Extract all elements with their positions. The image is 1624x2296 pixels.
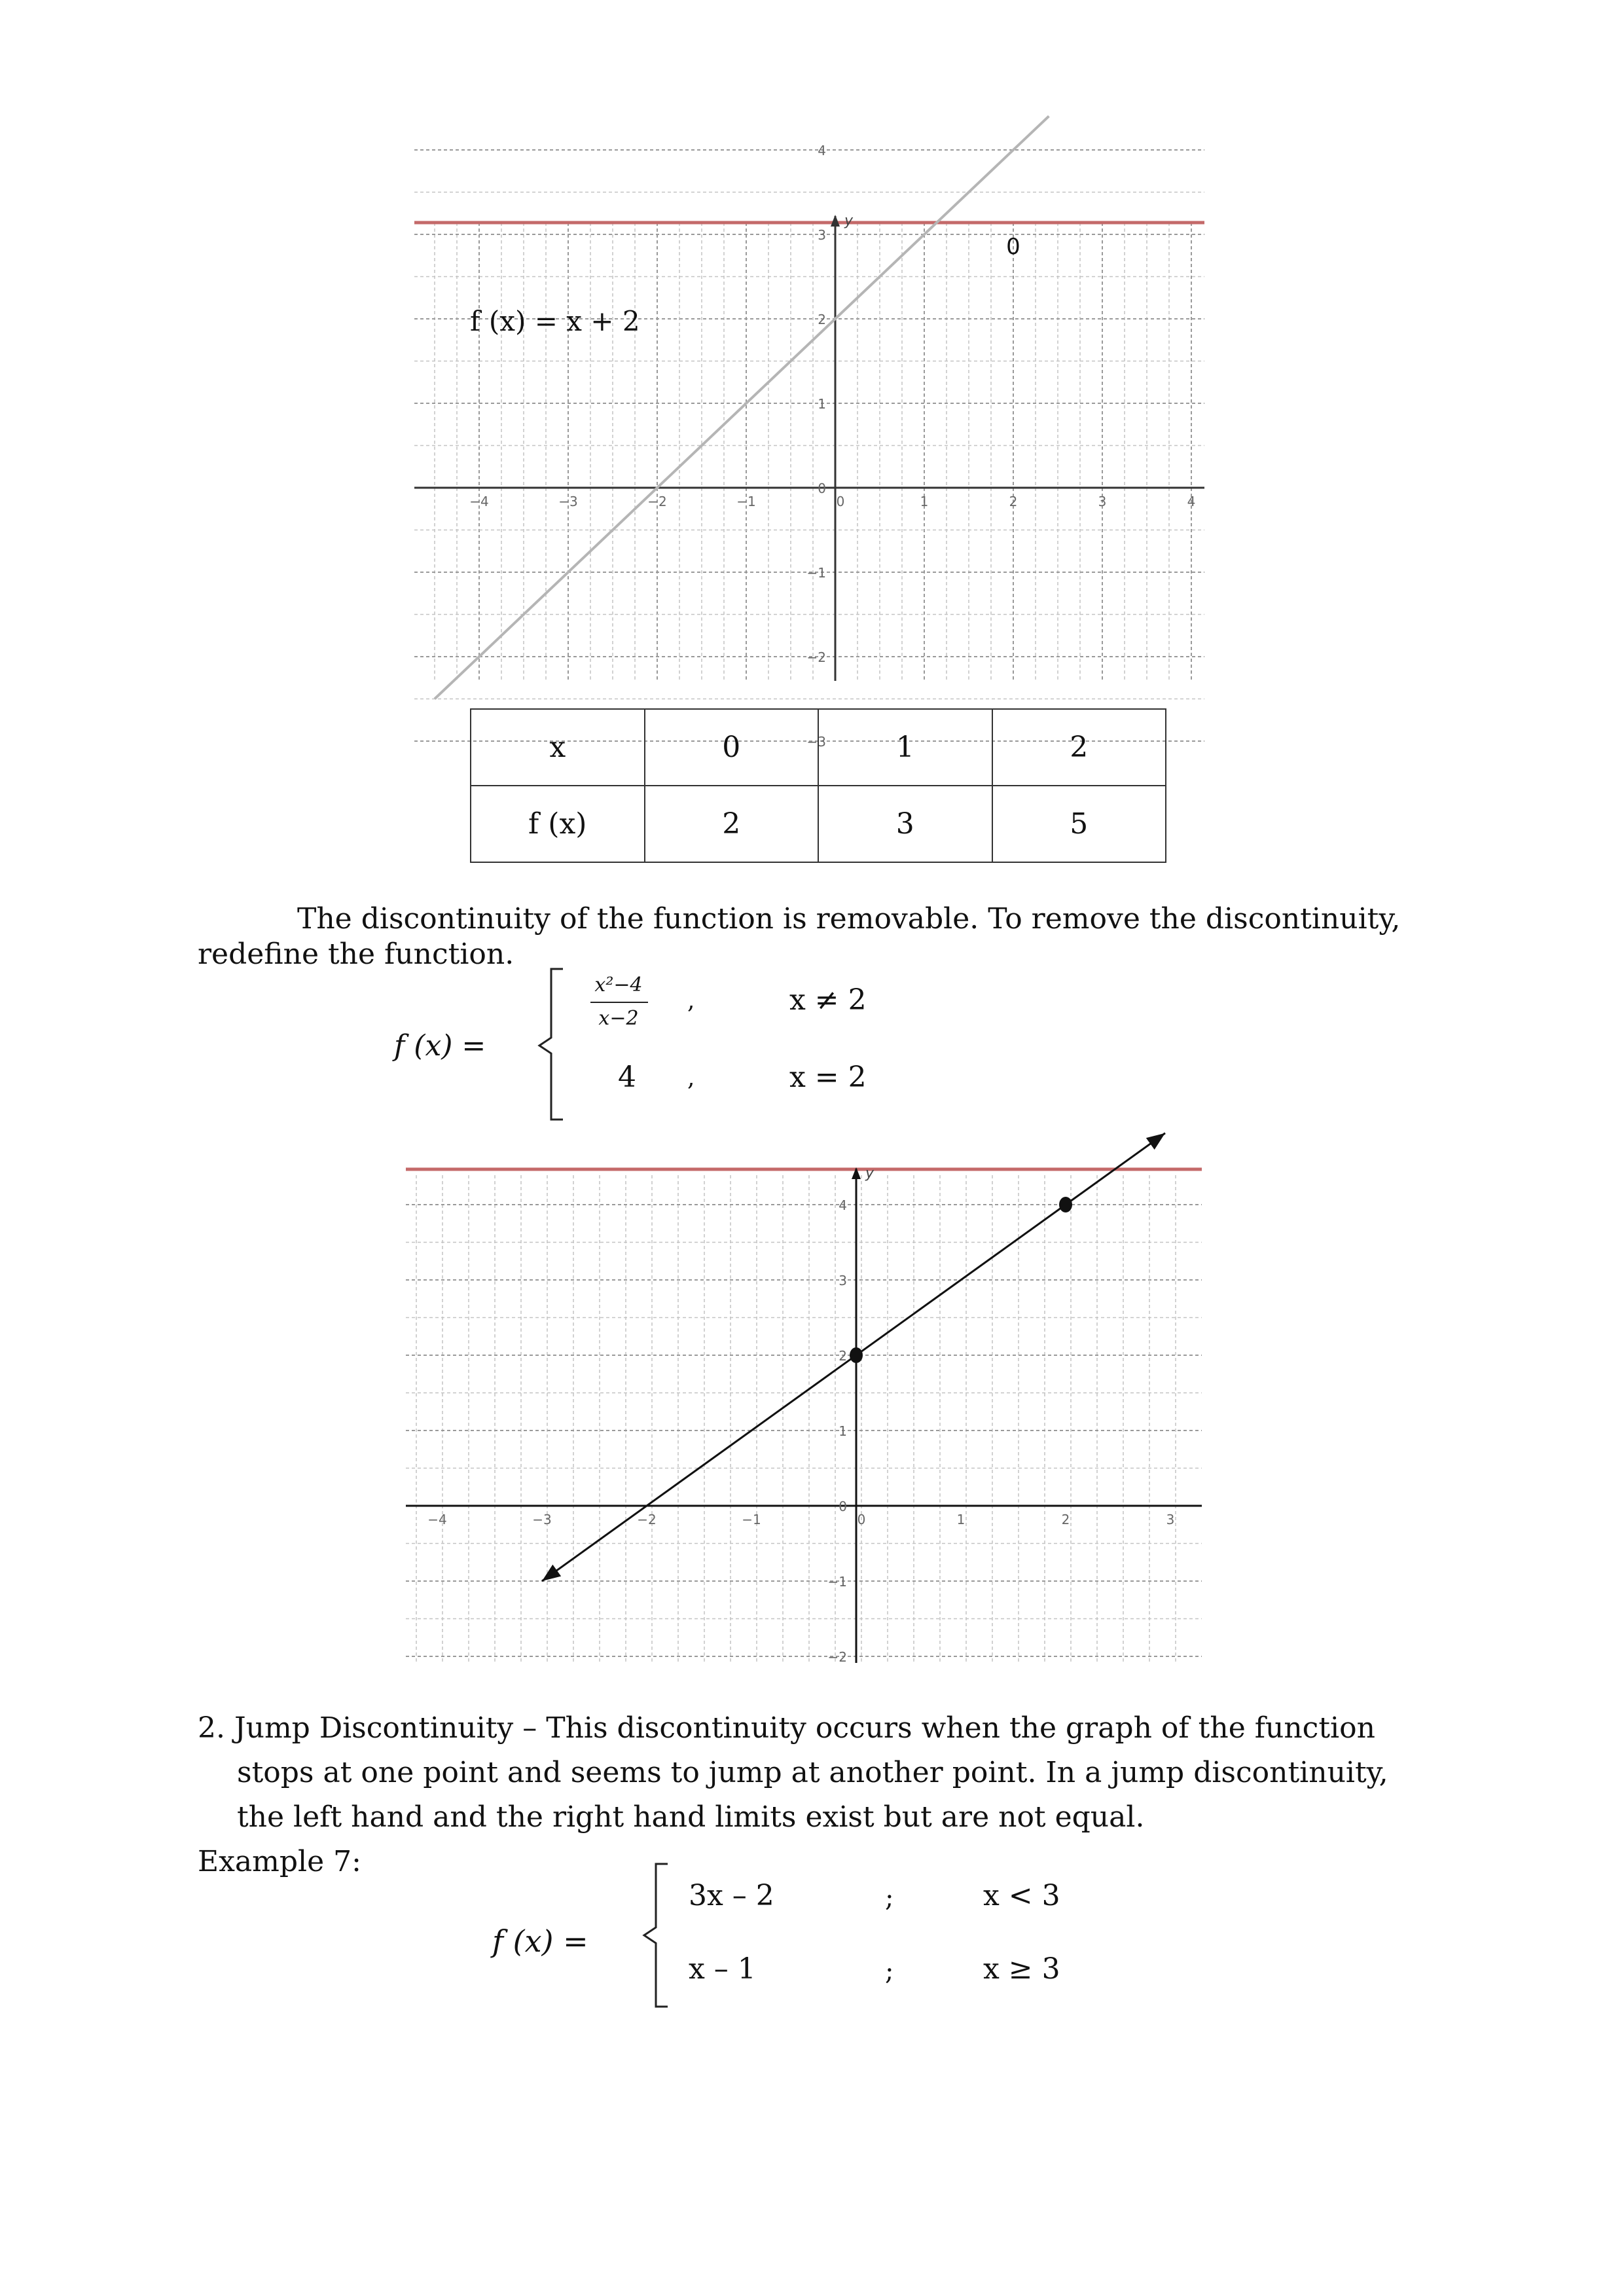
graph-2-marked-point (1059, 1197, 1072, 1212)
y-axis-label: y (865, 1165, 875, 1182)
graph-1-function-line (435, 116, 1049, 699)
jump-paragraph-line-3: the left hand and the right hand limits exist but are not equal. (237, 1800, 1145, 1834)
y-tick-label: 2 (839, 1348, 847, 1364)
x-tick-label: 2 (1009, 494, 1018, 509)
graph-2 (0, 1113, 1624, 1676)
redefined-case2-condition: x = 2 (789, 1061, 867, 1094)
redefined-case1-condition: x ≠ 2 (789, 983, 867, 1017)
y-tick-label: 4 (818, 143, 826, 158)
redefined-case1-denominator: x−2 (598, 1007, 639, 1030)
x-tick-label: 0 (857, 1512, 866, 1527)
x-tick-label: 1 (956, 1512, 965, 1527)
table-cell: f (x) (471, 786, 645, 862)
x-tick-label: −2 (647, 494, 667, 509)
redefined-function-brace (537, 966, 576, 1123)
x-tick-label: −3 (558, 494, 578, 509)
x-tick-label: −4 (469, 494, 489, 509)
table-row (471, 786, 1166, 862)
y-tick-label: −2 (806, 649, 826, 665)
redefined-case1-numerator: x²−4 (594, 974, 643, 996)
example-7-case2-expression: x – 1 (689, 1952, 756, 1986)
graph-2-axes (406, 1165, 1202, 1663)
x-tick-label: −1 (742, 1512, 761, 1527)
example-7-case1-condition: x < 3 (983, 1879, 1060, 1912)
y-tick-label: 1 (839, 1423, 847, 1439)
x-tick-label: −3 (532, 1512, 552, 1527)
y-tick-label: 3 (818, 227, 826, 243)
x-tick-label: 3 (1098, 494, 1107, 509)
graph-2-arrow-start (542, 1565, 561, 1581)
redefined-case1-fraction-bar (590, 1002, 648, 1003)
paragraph-removable-line-1: The discontinuity of the function is removable. To remove the discontinuity, (297, 902, 1401, 936)
x-tick-label: −1 (736, 494, 756, 509)
graph-1-function-label: f (x) = x + 2 (470, 305, 640, 337)
jump-paragraph-line-2: stops at one point and seems to jump at another point. In a jump discontinuity, (237, 1756, 1388, 1789)
redefined-case2-separator: , (687, 1065, 695, 1091)
table-cell: x (471, 709, 645, 786)
x-tick-label: 3 (1166, 1512, 1175, 1527)
redefined-case1-separator: , (687, 987, 695, 1014)
y-tick-label: 1 (818, 396, 826, 412)
graph-2-marked-point (850, 1347, 863, 1363)
example-7-function-lhs: f (x) = (492, 1923, 588, 1959)
y-tick-label: −3 (806, 734, 826, 750)
x-tick-label: 4 (1187, 494, 1196, 509)
y-tick-label: −2 (827, 1649, 847, 1665)
table-cell: 1 (818, 709, 992, 786)
y-tick-label: 2 (818, 312, 826, 327)
value-table (470, 708, 1166, 863)
x-tick-label: 0 (836, 494, 845, 509)
y-tick-label: −1 (827, 1574, 847, 1590)
example-7-case2-condition: x ≥ 3 (983, 1952, 1060, 1986)
graph-1-axes (414, 213, 1204, 681)
example-7-case2-separator: ; (885, 1956, 894, 1986)
graph-2-arrow-end (1146, 1133, 1165, 1150)
graph-1-hole-marker: 0 (1006, 234, 1020, 260)
example-7-case1-separator: ; (885, 1883, 894, 1913)
y-tick-label: 0 (839, 1499, 847, 1514)
table-cell: 3 (818, 786, 992, 862)
graph-2-grid (406, 1175, 1202, 1663)
table-cell: 5 (992, 786, 1166, 862)
x-tick-label: −2 (637, 1512, 657, 1527)
x-tick-label: 1 (920, 494, 929, 509)
x-tick-label: −4 (427, 1512, 447, 1527)
paragraph-removable-line-2: redefine the function. (198, 938, 514, 971)
example-7-label: Example 7: (198, 1845, 361, 1878)
y-axis-arrow (831, 215, 840, 227)
y-tick-label: 3 (839, 1273, 847, 1288)
x-tick-label: 2 (1061, 1512, 1070, 1527)
y-tick-label: 0 (818, 481, 826, 496)
y-tick-label: 4 (839, 1197, 847, 1213)
table-cell: 2 (645, 786, 819, 862)
table-cell: 2 (992, 709, 1166, 786)
jump-paragraph-line-1: 2. Jump Discontinuity – This discontinuity occurs when the graph of the function (198, 1711, 1375, 1745)
graph-1 (0, 0, 1624, 750)
table-row (471, 709, 1166, 786)
redefined-function-lhs: f (x) = (394, 1029, 486, 1063)
table-cell: 0 (645, 709, 819, 786)
redefined-case2-expression: 4 (618, 1061, 636, 1094)
example-7-brace (641, 1861, 681, 2010)
y-axis-label: y (844, 213, 854, 229)
y-tick-label: −1 (806, 565, 826, 581)
example-7-case1-expression: 3x – 2 (689, 1879, 774, 1912)
